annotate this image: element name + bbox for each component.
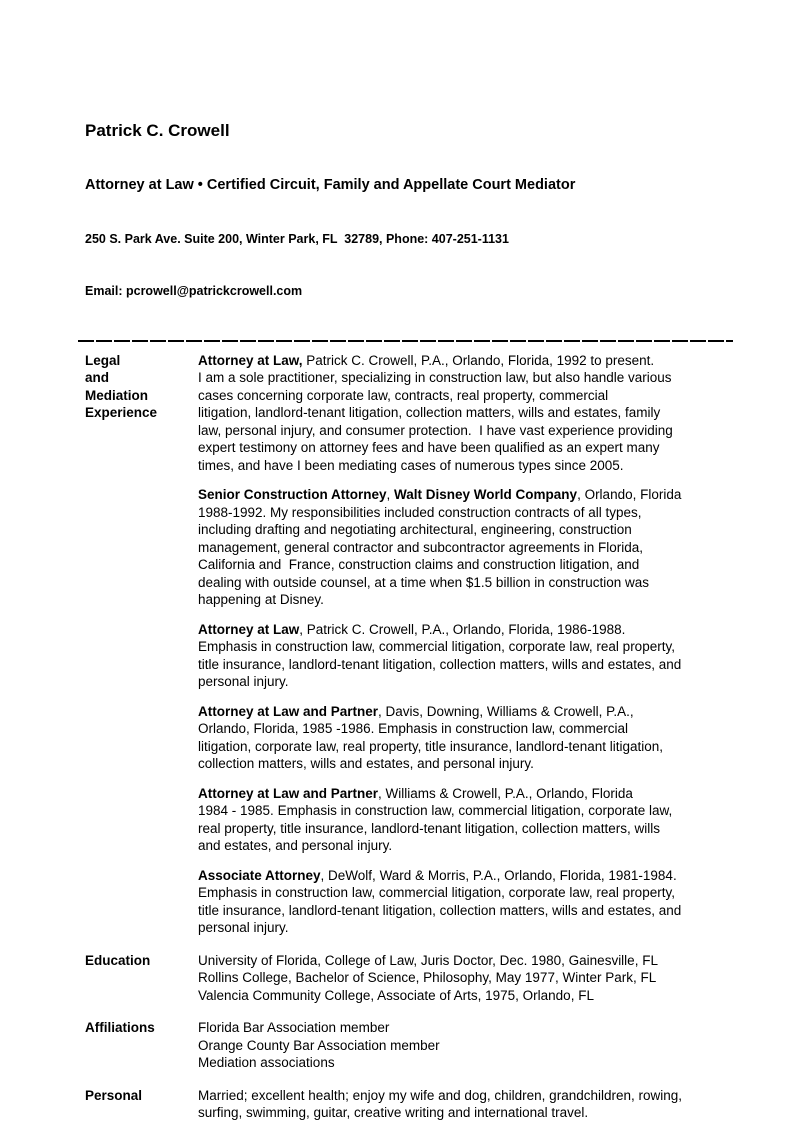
section-label-experience: Legal and Mediation Experience xyxy=(85,352,158,420)
section-experience xyxy=(85,352,750,937)
paragraph: Attorney at Law, Patrick C. Crowell, P.A., Orlando, Florida, 1986-1988. Emphasis in construction law, commercial litigation, corporate law, real property, title insurance, landlord-tenant litigation, collection matters, wills and estates, and personal injury. xyxy=(198,621,682,689)
section-label-education: Education xyxy=(85,952,151,968)
section-body-education xyxy=(198,952,750,1005)
section-body-affiliations xyxy=(198,1019,750,1072)
email: Email: pcrowell@patrickcrowell.com xyxy=(85,283,303,298)
person-title: Attorney at Law • Certified Circuit, Family and Appellate Court Mediator xyxy=(85,177,576,193)
paragraph: Attorney at Law and Partner, Williams & Crowell, P.A., Orlando, Florida 1984 - 1985. Emphasis in construction law, commercial litigation, corporate law, real property, title insurance, landlord-tenant litigation, collection matters, wills and estates, and personal injury. xyxy=(198,785,673,853)
paragraph: University of Florida, College of Law, Juris Doctor, Dec. 1980, Gainesville, FL Rollins College, Bachelor of Science, Philosophy, May 1977, Winter Park, FL Valencia Community College, Associate of Arts, 1975, Orlando, FL xyxy=(198,952,658,1003)
section-education xyxy=(85,952,750,1005)
section-label-personal: Personal xyxy=(85,1087,143,1103)
resume-header xyxy=(85,84,750,335)
paragraph: Attorney at Law and Partner, Davis, Downing, Williams & Crowell, P.A., Orlando, Florida, 1985 -1986. Emphasis in construction law, commercial litigation, corporate law, real property, title insurance, landlord-tenant litigation, collection matters, wills and estates, and personal injury. xyxy=(198,703,664,771)
paragraph: Married; excellent health; enjoy my wife and dog, children, grandchildren, rowing, surfing, swimming, guitar, creative writing and international travel. xyxy=(198,1087,683,1120)
paragraph: Florida Bar Association member Orange County Bar Association member Mediation associations xyxy=(198,1020,440,1070)
paragraph: Senior Construction Attorney, Walt Disney World Company, Orlando, Florida 1988-1992. My responsibilities included construction contracts of all types, including drafting and negotiating architectural, engineering, construction management, general contractor and subcontractor agreements in Florida, California and France, construction claims and construction litigation, and dealing with outside counsel, at a time when $1.5 billion in construction was happening at Disney. xyxy=(198,487,682,607)
paragraph: Attorney at Law, Patrick C. Crowell, P.A., Orlando, Florida, 1992 to present. I am a sole practitioner, specializing in construction law, but also handle various cases concerning corporate law, contracts, real property, commercial litigation, landlord-tenant litigation, collection matters, wills and estates, family law, personal injury, and consumer protection. I have vast experience providing expert testimony on attorney fees and have been qualified as an expert many times, and have I been mediating cases of numerous types since 2005. xyxy=(198,352,673,473)
paragraph: Associate Attorney, DeWolf, Ward & Morris, P.A., Orlando, Florida, 1981-1984. Emphasis in construction law, commercial litigation, corporate law, real property, title insurance, landlord-tenant litigation, collection matters, wills and estates, and personal injury. xyxy=(198,867,682,935)
section-affiliations xyxy=(85,1019,750,1072)
section-personal xyxy=(85,1087,750,1122)
address-phone: 250 S. Park Ave. Suite 200, Winter Park, FL 32789, Phone: 407-251-1131 xyxy=(85,231,509,246)
section-body-personal xyxy=(198,1087,750,1122)
resume-content xyxy=(85,84,750,1122)
section-label-affiliations: Affiliations xyxy=(85,1020,155,1035)
section-body-experience xyxy=(198,352,750,937)
person-name: Patrick C. Crowell xyxy=(85,121,230,140)
header-divider-rule xyxy=(78,340,733,342)
resume-sections xyxy=(85,352,750,1122)
